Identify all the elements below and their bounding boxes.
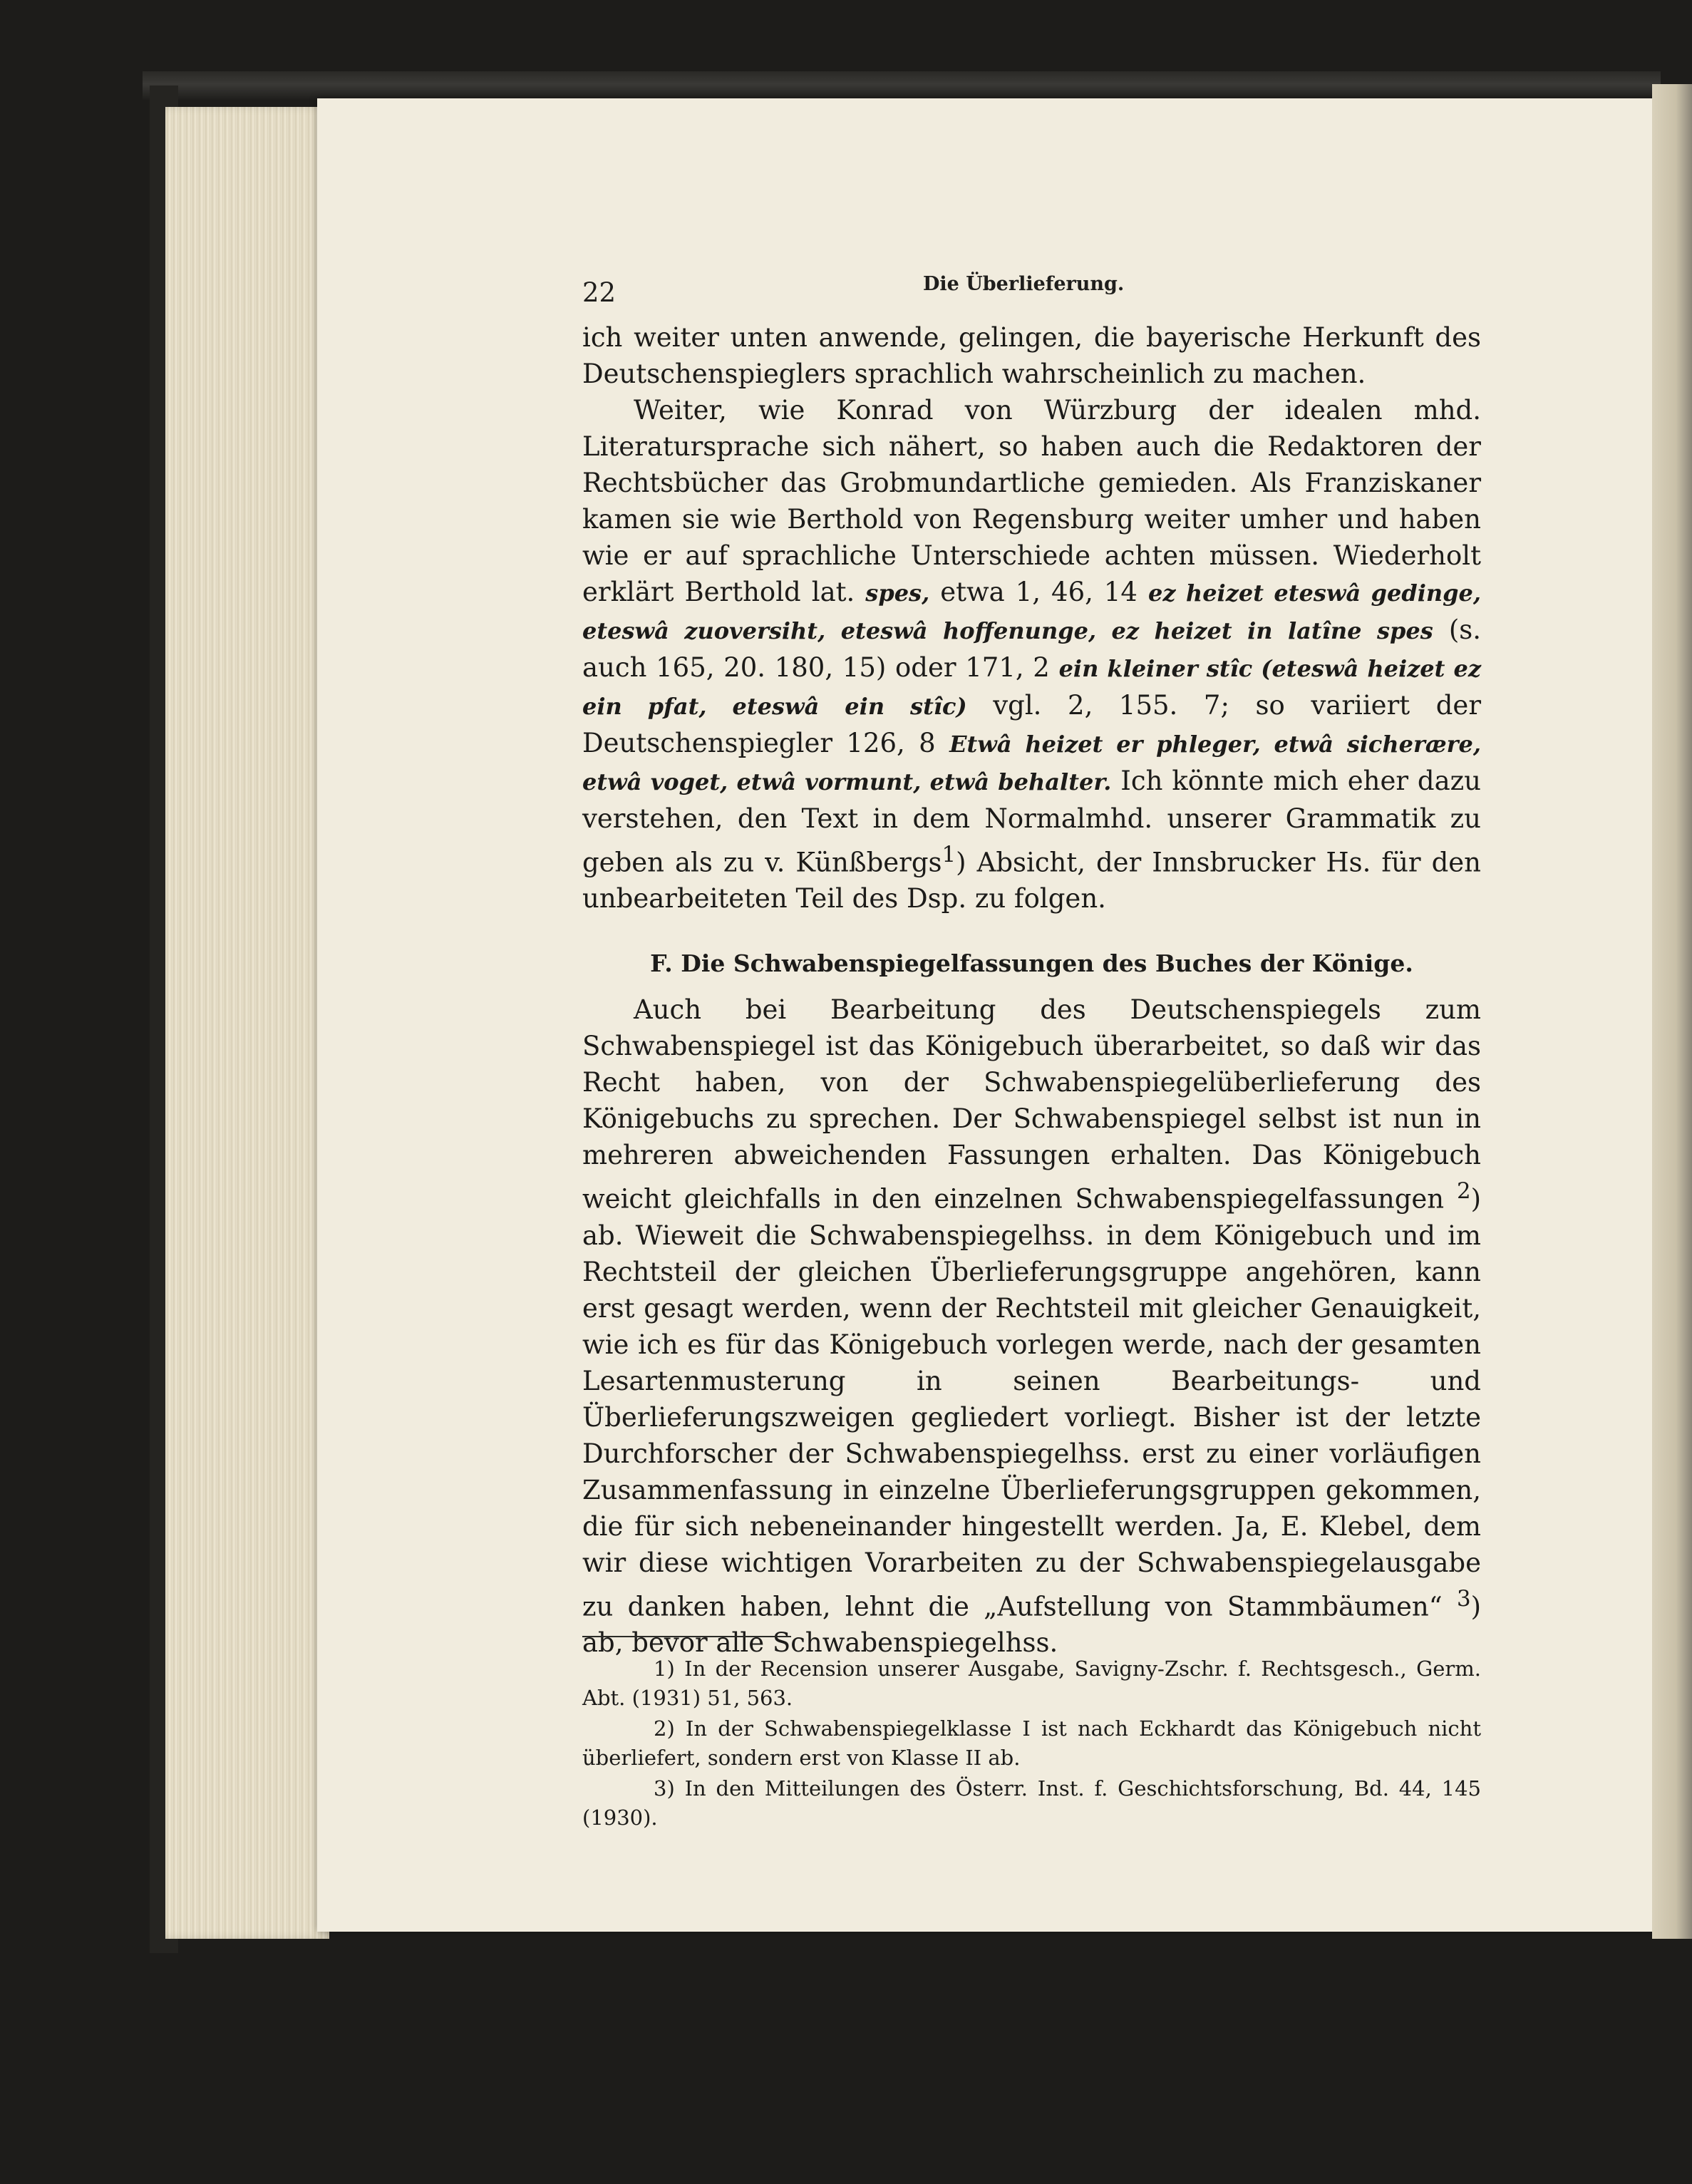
running-head: Die Überlieferung. [923, 273, 1125, 295]
book-cover-top [143, 71, 1661, 100]
page-number: 22 [582, 277, 617, 308]
text-span: ab, bevor alle Schwabenspiegelhss. [582, 1627, 1058, 1658]
text-span: ab. Wieweit die Schwabenspiegelhss. in dem Königebuch und im Rechtsteil der gleichen Überlieferungsgruppe angehören, kann erst gesagt werden, wenn der Rechtsteil mit gleicher Genauigkeit, wie ich es für das Königebuch vorlegen werde, nach der gesamten Lesartenmusterung in seinen Bearbeitungs- und Überlieferungszweigen gegliedert vorliegt. Bisher ist der letzte Durchforscher der Schwabenspiegelhss. erst zu einer vorläufigen Zusammenfassung in einzelne Überlieferungsgruppen gekommen, die für sich nebeneinander hingestellt werden. Ja, E. Klebel, dem wir diese wichtigen Vorarbeiten zu der Schwabenspiegelausgabe zu danken haben, lehnt die „Aufstellung von Stammbäumen“ [582, 1220, 1481, 1622]
facing-page-edge [1652, 84, 1692, 1939]
paragraph-1: ich weiter unten anwende, gelingen, die bayerische Herkunft des Deutschenspieglers sprachlich wahrscheinlich zu machen. [582, 322, 1481, 389]
text-span: etwa 1, 46, 14 [940, 577, 1138, 607]
text-span: Ich könnte mich eher dazu verstehen, den Text in dem Normalmhd. unserer Grammatik zu geben als zu v. Künßbergs [582, 766, 1481, 878]
paragraph-2: Weiter, wie Konrad von Würzburg der idealen mhd. Literatursprache sich nähert, so haben auch die Redaktoren der Rechtsbücher das Grobmundartliche gemieden. Als Franziskaner kamen sie wie Berthold von Regensburg weiter umher und haben wie er auf sprachliche Unterschiede achten müssen. Wiederholt erklärt Berthold lat. spes, etwa 1, 46, 14 ez heizet eteswâ gedinge, eteswâ zuoversiht, eteswâ hoffenunge, ez heizet in latîne spes (s. auch 165, 20. 180, 15) oder 171, 2 ein kleiner stîc (eteswâ heizet ez ein pfat, eteswâ ein stîc) vgl. 2, 155. 7; so variiert der Deutschenspiegler 126, 8 Etwâ heizet er phleger, etwâ sicherære, etwâ voget, etwâ vormunt, etwâ behalter. Ich könnte mich eher dazu verstehen, den Text in dem Normalmhd. unserer Grammatik zu geben als zu v. Künßbergs$^1$) Absicht, der Innsbrucker Hs. für den unbearbeiteten Teil des Dsp. zu folgen. [582, 395, 1482, 915]
text-span: vgl. 2, 155. 7; so variiert der Deutschenspiegler 126, 8 [582, 690, 1482, 758]
section-heading: F. Die Schwabenspiegelfassungen des Buches der Könige. [650, 949, 1413, 978]
text-span: Absicht, der Innsbrucker Hs. für den unbearbeiteten Teil des Dsp. zu folgen. [582, 847, 1481, 915]
text-span: Auch bei Bearbeitung des Deutschenspiegels zum Schwabenspiegel ist das Königebuch überarbeitet, so daß wir das Recht haben, von der Schwabenspiegelüberlieferung des Königebuchs zu sprechen. Der Schwabenspiegel selbst ist nun in mehreren abweichenden Fassungen erhalten. Das Königebuch weicht gleichfalls in den einzelnen Schwabenspiegelfassungen [582, 994, 1481, 1215]
quotation: Etwâ heizet er phleger, etwâ sicherære, etwâ voget, etwâ vormunt, etwâ behalter. [582, 731, 1482, 795]
paragraph-3: Auch bei Bearbeitung des Deutschenspiegels zum Schwabenspiegel ist das Königebuch überarbeitet, so daß wir das Recht haben, von der Schwabenspiegelüberlieferung des Königebuchs zu sprechen. Der Schwabenspiegel selbst ist nun in mehreren abweichenden Fassungen erhalten. Das Königebuch weicht gleichfalls in den einzelnen Schwabenspiegelfassungen $^2$) ab. Wieweit die Schwabenspiegelhss. in dem Königebuch und im Rechtsteil der gleichen Überlieferungsgruppe angehören, kann erst gesagt werden, wenn der Rechtsteil mit gleicher Genauigkeit, wie ich es für das Königebuch vorlegen werde, nach der gesamten Lesartenmusterung in seinen Bearbeitungs- und Überlieferungszweigen gegliedert vorliegt. Bisher ist der letzte Durchforscher der Schwabenspiegelhss. erst zu einer vorläufigen Zusammenfassung in einzelne Überlieferungsgruppen gekommen, die für sich nebeneinander hingestellt werden. Ja, E. Klebel, dem wir diese wichtigen Vorarbeiten zu der Schwabenspiegelausgabe zu danken haben, lehnt die „Aufstellung von Stammbäumen“ $^3$) ab, bevor alle Schwabenspiegelhss. [582, 994, 1482, 1658]
quotation: ez heizet eteswâ gedinge, eteswâ zuoversiht, eteswâ hoffenunge, ez heizet in latîne spes [582, 580, 1482, 644]
footnote-ref: 3 [1456, 1585, 1471, 1612]
text-span: Weiter, wie Konrad von Würzburg der idealen mhd. Literatursprache sich nähert, so haben auch die Redaktoren der Rechtsbücher das Grobmundartliche gemieden. Als Franziskaner kamen sie wie Berthold von Regensburg weiter umher und haben wie er auf sprachliche Unterschiede achten müssen. Wiederholt erklärt Berthold lat. [582, 395, 1481, 607]
latin-term: spes, [865, 580, 930, 607]
quotation: ein kleiner stîc (eteswâ heizet ez ein pfat, eteswâ ein stîc) [582, 655, 1482, 720]
footnote-ref: 1 [942, 842, 956, 867]
footnote-3: 3) In den Mitteilungen des Österr. Inst. f. Geschichtsforschung, Bd. 44, 145 (1930). [582, 1776, 1481, 1830]
footnote-divider [582, 1636, 791, 1637]
page-header [582, 273, 1481, 316]
body-text [582, 319, 1481, 1661]
footnotes [582, 1654, 1481, 1834]
text-span: (s. auch 165, 20. 180, 15) oder 171, 2 [582, 614, 1482, 683]
footnote-2: 2) In der Schwabenspiegelklasse I ist nach Eckhardt das Königebuch nicht überliefert, sondern erst von Klasse II ab. [582, 1716, 1481, 1770]
footnote-1: 1) In der Recension unserer Ausgabe, Savigny-Zschr. f. Rechtsgesch., Germ. Abt. (1931) 51, 563. [582, 1657, 1481, 1710]
page-edges [165, 107, 329, 1939]
footnote-ref: 2 [1456, 1178, 1471, 1205]
